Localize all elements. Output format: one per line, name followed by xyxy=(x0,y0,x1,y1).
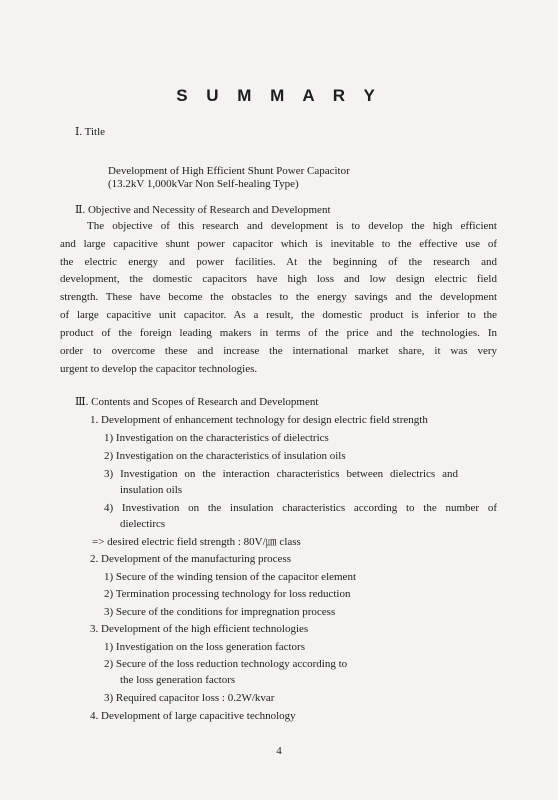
list-item-continuation: the loss generation factors xyxy=(120,674,236,686)
section-heading-objective: Ⅱ. Objective and Necessity of Research and Development xyxy=(75,204,331,216)
list-item: 1) Secure of the winding tension of the capacitor element xyxy=(104,571,356,583)
list-item: 1) Investigation on the loss generation factors xyxy=(104,641,306,653)
list-item: 2) Secure of the loss reduction technology according to xyxy=(104,658,348,670)
paragraph-line: and large capacitive shunt power capacitor which is inevitable to the effective use of xyxy=(60,238,497,250)
paragraph-line: the electric energy and power facilities. At the beginning of the research and xyxy=(60,256,497,268)
list-item: 2) Investigation on the characteristics of insulation oils xyxy=(104,450,346,462)
section-heading-title: Ⅰ. Title xyxy=(75,126,106,138)
paragraph-line: urgent to develop the capacitor technologies. xyxy=(60,363,258,375)
list-item: 2. Development of the manufacturing process xyxy=(90,553,291,565)
list-item-continuation: dielectircs xyxy=(120,518,166,530)
list-item: 3. Development of the high efficient technologies xyxy=(90,623,309,635)
list-item: 3) Required capacitor loss : 0.2W/kvar xyxy=(104,692,275,704)
list-item: 2) Termination processing technology for loss reduction xyxy=(104,588,351,600)
section-heading-contents: Ⅲ. Contents and Scopes of Research and Development xyxy=(75,396,319,408)
list-item: 1) Investigation on the characteristics of dielectrics xyxy=(104,432,329,444)
list-item: 1. Development of enhancement technology for design electric field strength xyxy=(90,414,428,426)
paragraph-line: order to overcome these and increase the international market share, it was very xyxy=(60,345,497,357)
project-title-line: Development of High Efficient Shunt Power Capacitor xyxy=(108,165,350,177)
paragraph-line: product of the foreign leading makers in terms of the price and the technologies. In xyxy=(60,327,497,339)
paragraph-line: strength. These have become the obstacles to the energy savings and the development xyxy=(60,291,497,303)
page-title: S U M M A R Y xyxy=(176,86,382,105)
page-number: 4 xyxy=(276,745,282,757)
project-title-line: (13.2kV 1,000kVar Non Self-healing Type) xyxy=(108,178,299,190)
list-item: 4) Investivation on the insulation characteristics according to the number of xyxy=(104,502,497,514)
list-item: 4. Development of large capacitive technology xyxy=(90,710,296,722)
paragraph-line: The objective of this research and development is to develop the high efficient xyxy=(87,220,497,232)
paragraph-line: of large capacitive unit capacitor. As a result, the domestic product is inferior to the xyxy=(60,309,497,321)
list-item: 3) Investigation on the interaction characteristics between dielectrics and xyxy=(104,468,458,480)
list-item-continuation: insulation oils xyxy=(120,484,183,496)
paragraph-line: development, the domestic capacitors have high loss and low design electric field xyxy=(60,273,497,285)
list-item-result: => desired electric field strength : 80V/㎛ class xyxy=(92,536,301,548)
list-item: 3) Secure of the conditions for impregnation process xyxy=(104,606,336,618)
